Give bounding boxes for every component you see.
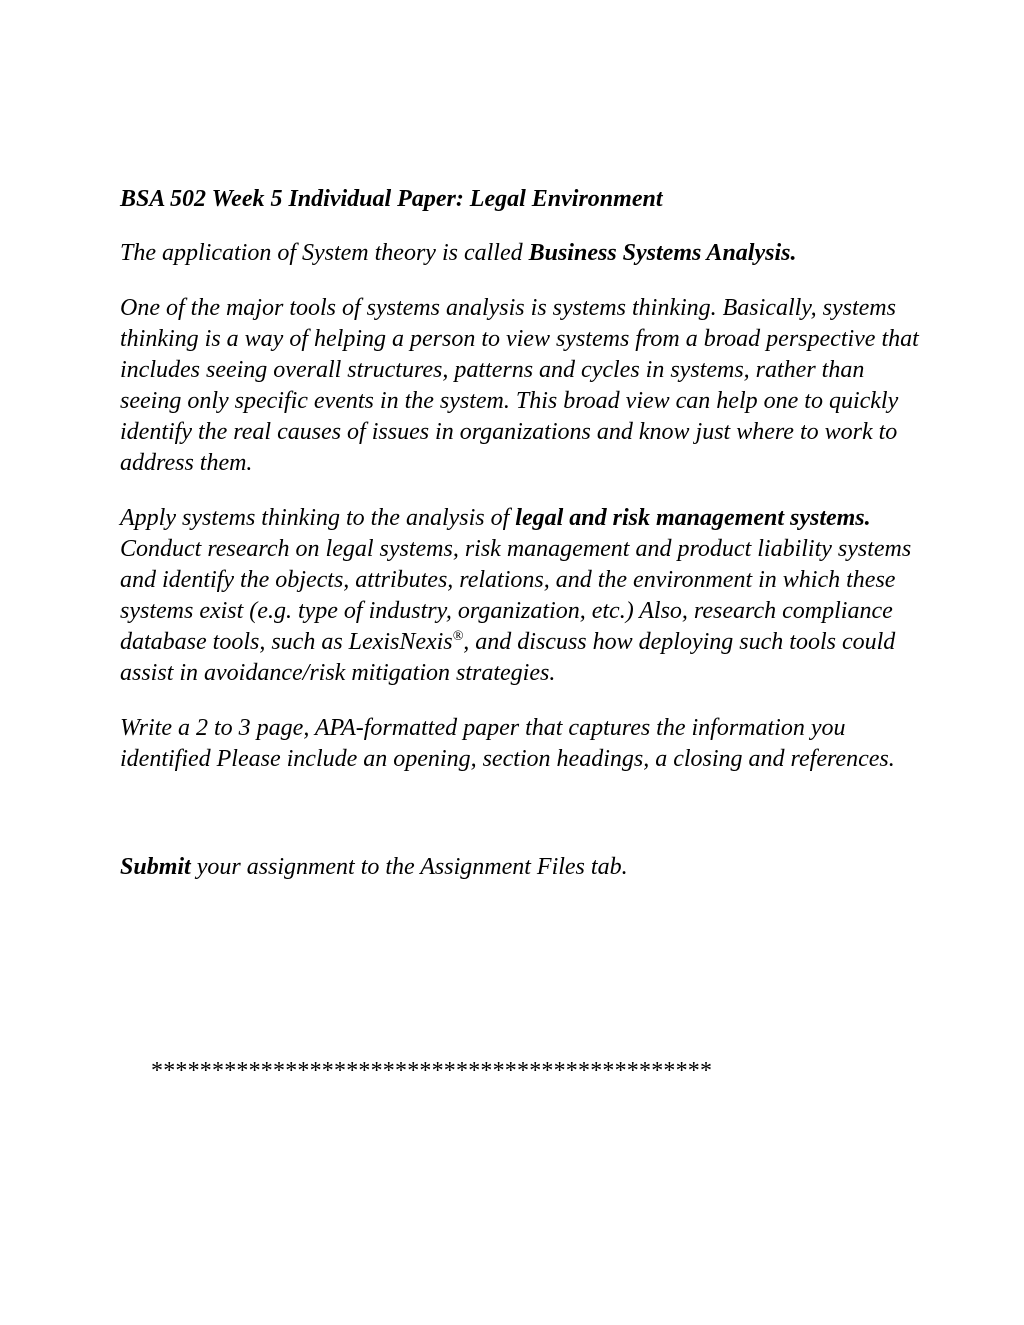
instructions-bold-term: legal and risk management systems.	[515, 505, 871, 531]
document-title: BSA 502 Week 5 Individual Paper: Legal Environment	[120, 186, 663, 212]
asterisk-separator: **********************************************	[151, 1058, 713, 1084]
submit-text: your assignment to the Assignment Files tab.	[190, 854, 628, 880]
submit-bold-word: Submit	[120, 854, 191, 880]
intro-text: The application of System theory is called	[120, 240, 529, 266]
paper-requirements-paragraph: Write a 2 to 3 page, APA-formatted paper that captures the information you identified Please include an opening, section headings, a closing and references.	[120, 715, 895, 772]
assignment-instructions-paragraph	[120, 503, 920, 689]
document-body	[120, 184, 920, 883]
systems-thinking-paragraph: One of the major tools of systems analysis is systems thinking. Basically, systems thinking is a way of helping a person to view systems from a broad perspective that includes seeing overall structures, patterns and cycles in systems, rather than seeing only specific events in the system. This broad view can help one to quickly identify the real causes of issues in organizations and know just where to work to address them.	[120, 295, 919, 476]
intro-bold-term: Business Systems Analysis.	[528, 240, 797, 266]
registered-mark: ®	[452, 629, 464, 644]
submit-instruction	[120, 852, 920, 883]
instructions-lead: Apply systems thinking to the analysis of	[120, 505, 516, 531]
instructions-body: Conduct research on legal systems, risk management and product liability systems and identify the objects, attributes, relations, and the environment in which these systems exist (e.g. type of industry, organization, etc.) Also, research compliance database tools, such as LexisNexis	[120, 536, 912, 655]
intro-paragraph	[120, 238, 920, 269]
instructions-tail: , and discuss how deploying such tools could assist in avoidance/risk mitigation strategies.	[120, 629, 896, 686]
